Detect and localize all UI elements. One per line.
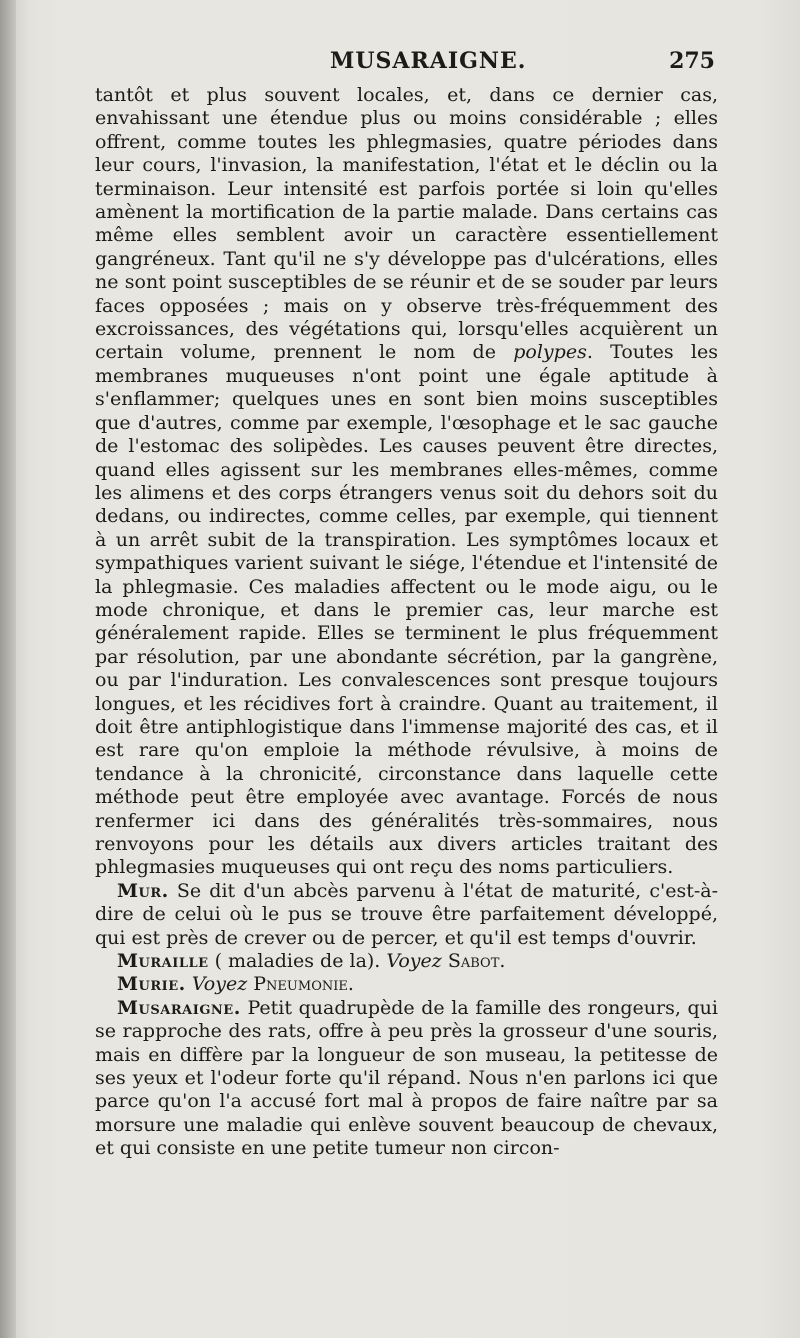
voyez-label: Voyez: [185, 973, 248, 996]
running-title: MUSARAIGNE.: [330, 48, 527, 74]
entry-text: Se dit d'un abcès parvenu à l'état de maturité, c'est-à-dire de celui où le pus se trouve être parfaitement développé, qui est près de crever ou de percer, et qu'il est temps d'ouvrir.: [95, 879, 718, 949]
entry-murie: [95, 973, 718, 996]
paragraph-text: . Toutes les membranes muqueuses n'ont point une égale aptitude à s'enflammer; quelques unes en sont bien moins susceptibles que d'autres, comme par exemple, l'œsophage et le sac gauche de l'estomac des solipèdes. Les causes peuvent être directes, quand elles agissent sur les membranes elles-mêmes, comme les alimens et des corps étrangers venus soit du dehors soit du dedans, ou indirectes, comme celles, par exemple, qui tiennent à un arrêt subit de la transpiration. Les symptômes locaux et sympathiques varient suivant le siége, l'étendue et l'intensité de la phlegmasie. Ces maladies affectent ou le mode aigu, ou le mode chronique, et dans le premier cas, leur marche est généralement rapide. Elles se terminent le plus fréquemment par résolution, par une abondante sécrétion, par la gangrène, ou par l'induration. Les convalescences sont presque toujours longues, et les récidives fort à craindre. Quant au traitement, il doit être antiphlogistique dans l'immense majorité des cas, et il est rare qu'on emploie la méthode révulsive, à moins de tendance à la chronicité, circonstance dans laquelle cette méthode peut être employée avec avantage. Forcés de nous renfermer ici dans des généralités très-sommaires, nous renvoyons pour les détails aux divers articles traitant des phlegmasies muqueuses qui ont reçu des noms particuliers.: [95, 341, 719, 879]
page-number: 275: [669, 48, 715, 74]
headword-muraille: Muraille: [117, 950, 209, 973]
voyez-label: Voyez: [386, 950, 442, 973]
headword-musaraigne: Musaraigne.: [117, 996, 241, 1019]
page-header: [95, 48, 715, 82]
body-text: [95, 84, 718, 1161]
entry-musaraigne: [95, 997, 718, 1161]
entry-text: ( maladies de la).: [208, 950, 387, 973]
entry-muraille: [95, 950, 718, 973]
headword-murie: Murie.: [117, 973, 186, 996]
paragraph-text: tantôt et plus souvent locales, et, dans ce dernier cas, envahissant une étendue plus ou moins considérable ; elles offrent, comme toutes les phlegmasies, quatre périodes dans leur cours, l'invasion, la manifestation, l'état et le déclin ou la terminaison. Leur intensité est parfois portée si loin qu'elles amènent la mortification de la partie malade. Dans certains cas même elles semblent avoir un caractère essentiellement gangréneux. Tant qu'il ne s'y développe pas d'ulcérations, elles ne sont point susceptibles de se réunir et de se souder par leurs faces opposées ; mais on y observe très-fréquemment des excroissances, des végétations qui, lorsqu'elles acquièrent un certain volume, prennent le nom de: [95, 84, 718, 364]
term-polypes: polypes: [513, 341, 587, 364]
cross-reference: Pneumonie.: [247, 973, 354, 996]
page-spine-shadow: [0, 0, 16, 1338]
cross-reference: Sabot.: [441, 950, 506, 973]
paragraph-phlegmasies: [95, 84, 718, 880]
headword-mur: Mur.: [117, 879, 169, 902]
entry-text: Petit quadrupède de la famille des rongeurs, qui se rapproche des rats, offre à peu près la grosseur d'une souris, mais en diffère par la longueur de son museau, la petitesse de ses yeux et l'odeur forte qu'il répand. Nous n'en parlons ici que parce qu'on l'a accusé fort mal à propos de faire naître par sa morsure une maladie qui enlève souvent beaucoup de chevaux, et qui consiste en une petite tumeur non circon-: [95, 996, 718, 1160]
entry-mur: [95, 880, 718, 950]
